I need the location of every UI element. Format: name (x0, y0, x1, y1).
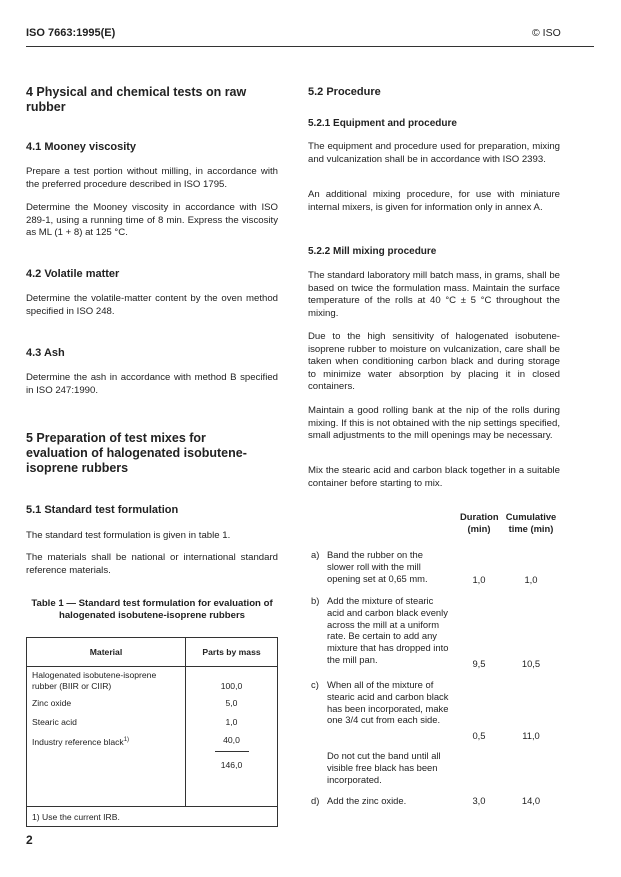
duration-header: Duration (min) (460, 511, 499, 534)
section-4-2-paragraph: Determine the volatile-matter content by the oven method specified in ISO 248. (26, 293, 278, 317)
table-row-material-text: Industry reference black (32, 736, 124, 747)
step-duration: 3,0 (472, 795, 486, 806)
section-4-1-paragraph-1: Prepare a test portion without milling, in accordance with the preferred procedure described in ISO 1795. (26, 166, 278, 190)
page-number: 2 (26, 833, 33, 847)
table-parts-column (186, 667, 278, 807)
step-text: When all of the mixture of stearic acid and carbon black has been incorporated, make one 3/4 cut from each side. (327, 679, 449, 726)
step-label: c) (311, 679, 319, 690)
formulation-table (26, 637, 278, 827)
table-row-material: Zinc oxide (32, 698, 72, 708)
section-4-2-heading: 4.2 Volatile matter (26, 268, 120, 280)
section-5-2-2-heading: 5.2.2 Mill mixing procedure (308, 246, 437, 257)
table-material-column (27, 667, 186, 807)
step-cumulative: 10,5 (521, 658, 541, 669)
document-id: ISO 7663:1995(E) (26, 27, 116, 39)
step-text: Band the rubber on the slower roll with the mill opening set at 0,65 mm. (327, 549, 428, 584)
table-row-parts: 5,0 (225, 698, 238, 708)
section-5-2-1-heading: 5.2.1 Equipment and procedure (308, 118, 457, 129)
table-header-material: Material (27, 638, 186, 667)
section-4-heading: 4 Physical and chemical tests on raw rubber (26, 85, 247, 114)
section-5-2-heading: 5.2 Procedure (308, 86, 381, 98)
section-5-2-2-paragraph-3: Maintain a good rolling bank at the nip of the rolls during mixing. If this is not obtained with the nip settings specified, small adjustments to the mill openings may be necessary. (308, 405, 560, 442)
table-row-parts: 40,0 (223, 735, 240, 745)
step-label: b) (311, 595, 320, 606)
table-row-parts: 100,0 (220, 681, 243, 691)
step-cumulative: 14,0 (521, 795, 541, 806)
section-4-3-heading: 4.3 Ash (26, 347, 65, 359)
step-duration: 0,5 (472, 730, 486, 741)
step-text: Add the mixture of stearic acid and carbon black evenly across the mill at a uniform rate. Be certain to add any mixture that has dropped into the mill pan. (327, 595, 449, 665)
header-rule (26, 46, 594, 47)
cumulative-header: Cumulative time (min) (505, 511, 557, 534)
section-5-heading: 5 Preparation of test mixes for evaluation of halogenated isobutene-isoprene rubbers (26, 431, 247, 475)
sum-rule (215, 751, 249, 752)
section-4-1-heading: 4.1 Mooney viscosity (26, 141, 137, 153)
section-5-1-paragraph-1: The standard test formulation is given in table 1. (26, 530, 231, 541)
copyright-mark: © ISO (532, 27, 561, 39)
section-5-1-paragraph-2: The materials shall be national or international standard reference materials. (26, 552, 278, 576)
section-5-2-2-paragraph-1: The standard laboratory mill batch mass, in grams, shall be based on twice the formulation mass. Maintain the surface temperature of the rolls at 40 °C ± 5 °C throughout the mixing. (308, 270, 560, 319)
step-cumulative: 11,0 (522, 730, 540, 741)
section-5-2-1-paragraph-2: An additional mixing procedure, for use with miniature internal mixers, is given for information only in annex A. (308, 189, 560, 213)
table-header-parts: Parts by mass (186, 638, 278, 667)
table-row-material: Stearic acid (32, 716, 77, 727)
section-5-2-2-paragraph-4: Mix the stearic acid and carbon black together in a suitable container before starting to mix. (308, 465, 560, 489)
table-row-parts: 1,0 (225, 716, 238, 727)
section-4-3-paragraph: Determine the ash in accordance with method B specified in ISO 247:1990. (26, 372, 278, 396)
table-footnote: 1) Use the current IRB. (27, 807, 278, 827)
section-5-2-1-paragraph-1: The equipment and procedure used for preparation, mixing and vulcanization shall be in accordance with ISO 2393. (308, 141, 560, 165)
table-total: 146,0 (220, 759, 243, 770)
section-4-1-paragraph-2: Determine the Mooney viscosity in accordance with ISO 289-1, using a running time of 8 min. Express the viscosity as ML (1 + 8) at 125 °C. (26, 202, 278, 239)
section-5-1-heading: 5.1 Standard test formulation (26, 504, 179, 516)
footnote-marker: 1) (123, 737, 130, 743)
step-note: Do not cut the band until all visible free black has been incorporated. (327, 750, 441, 785)
section-5-2-2-paragraph-2: Due to the high sensitivity of halogenated isobutene-isoprene rubber to moisture on vulcanization, care shall be taken when conditioning carbon black and during storage to minimize water absorption by placing it in closed containers. (308, 331, 560, 393)
step-duration: 1,0 (472, 574, 486, 585)
step-label: d) (311, 795, 320, 806)
table-row-material (32, 733, 180, 749)
table-1-caption: Table 1 — Standard test formulation for evaluation of halogenated isobutene-isoprene rubbers (31, 598, 273, 621)
table-row-material: Halogenated isobutene-isoprene rubber (BIIR or CIIR) (32, 670, 157, 691)
step-label: a) (311, 549, 320, 560)
step-text: Add the zinc oxide. (327, 795, 407, 806)
step-duration: 9,5 (472, 658, 486, 669)
step-cumulative: 1,0 (524, 574, 538, 585)
